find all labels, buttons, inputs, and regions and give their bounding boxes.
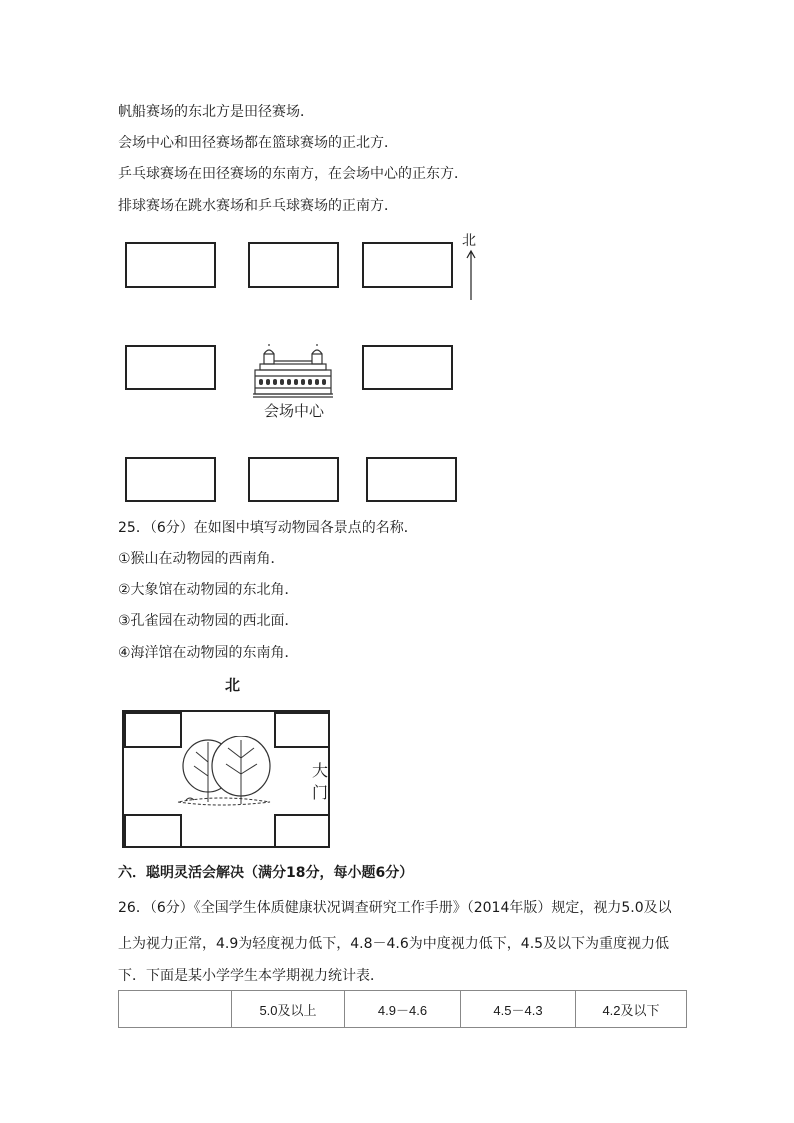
venue-box-sw (125, 457, 216, 502)
trees-icon (174, 736, 280, 812)
clue-4: 排球赛场在跳水赛场和乒乓球赛场的正南方． (118, 198, 398, 214)
q25-item-1: ①猴山在动物园的西南角． (118, 551, 285, 567)
table-header-cell (119, 991, 232, 1028)
venue-box-e (362, 345, 453, 390)
north-arrow-icon (464, 248, 478, 302)
vision-table (118, 990, 687, 1028)
zoo-box-sw (124, 814, 182, 848)
q25-item-2: ②大象馆在动物园的东北角． (118, 582, 299, 598)
venue-box-nw (125, 242, 216, 288)
q25-item-4: ④海洋馆在动物园的东南角． (118, 645, 299, 661)
table-header-cell: 4.5－4.3 (461, 991, 576, 1028)
q26-line-3: 下．下面是某小学学生本学期视力统计表． (118, 968, 384, 984)
venue-box-s (248, 457, 339, 502)
venue-box-n (248, 242, 339, 288)
section6-title: 六．聪明灵活会解决（满分18分，每小题6分） (118, 865, 414, 881)
venue-box-se (366, 457, 457, 502)
gate-label-top: 大 (311, 761, 328, 780)
q26-line-2: 上为视力正常，4.9为轻度视力低下，4.8－4.6为中度视力低下，4.5及以下为重度视力低 (118, 936, 670, 952)
q26-line-1: 26．（6分）《全国学生体质健康状况调查研究工作手册》（2014年版）规定，视力5.0及以 (118, 900, 672, 916)
table-header-cell: 4.9－4.6 (345, 991, 461, 1028)
table-header-row (119, 991, 687, 1028)
q25-item-3: ③孔雀园在动物园的西北面． (118, 613, 299, 629)
venue-center-label: 会场中心 (264, 402, 325, 420)
clue-1: 帆船赛场的东北方是田径赛场． (118, 104, 314, 120)
table-header-cell: 5.0及以上 (232, 991, 345, 1028)
venue-box-ne (362, 242, 453, 288)
venue-box-w (125, 345, 216, 390)
zoo-box-ne (274, 712, 330, 748)
gate-label-bottom: 门 (311, 783, 328, 802)
zoo-box-se (274, 814, 330, 848)
north-label: 北 (462, 233, 476, 249)
table-header-cell: 4.2及以下 (576, 991, 687, 1028)
clue-2: 会场中心和田径赛场都在篮球赛场的正北方． (118, 135, 398, 151)
q25-header: 25．（6分）在如图中填写动物园各景点的名称． (118, 520, 418, 536)
zoo-north-label: 北 (225, 676, 241, 694)
stadium-building-icon (252, 344, 334, 400)
clue-3: 乒乓球赛场在田径赛场的东南方，在会场中心的正东方． (118, 166, 468, 182)
zoo-map (122, 710, 330, 848)
